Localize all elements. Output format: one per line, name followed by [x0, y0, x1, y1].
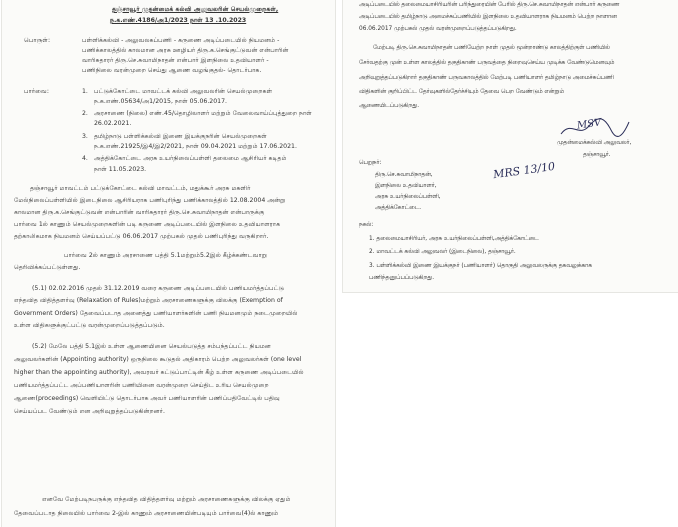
subject-line: பள்ளிக்கல்வி - அலுவலகப்பணி - கருணை அடிப்படையில் நியமனம் - [82, 37, 280, 44]
recipient-line: அத்திக்கோட்டை. [375, 205, 422, 211]
body-line: 06.06.2017 முற்பகல் முதல் வரன்முறைப்படுத்தப்படுகிறது. [359, 26, 517, 32]
reference-line: அத்திக்கோட்டை அரசு உயர்நிலைப்பள்ளி தலைமை ஆசிரியர் கடிதம் [94, 155, 287, 162]
signatory-place: தஞ்சாவூர். [583, 152, 611, 158]
recipient-label: பெறுநர்: [359, 160, 382, 166]
body-line: பார்வை 2ல் காணும் அரசாணை பத்தி 5.1மற்றும்5.2இல் கீழ்க்கண்டவாறு [64, 252, 267, 259]
body-line: பணியமர்த்தப்பட்ட அப்பணியாளரின் பணியினை வரன்முறை செய்திட உரிய செயல்முறை [14, 382, 269, 389]
recipient-line: திரு.செ.சுவாமிநாதன், [375, 172, 433, 178]
reference-line: ந.க.எண்.05634/அ1/2015, நாள் 05.06.2017. [94, 98, 228, 105]
header-line-2: ந.க.எண்.4186/அ1/2023 நாள் 13 .10.2023 [110, 17, 247, 24]
signature-stroke-icon [559, 116, 631, 140]
body-line: எந்தவித விதித்தளர்வு (Relaxation of Rules)மற்றும் அரசாணைகளுக்கு விலக்கு (Exemption of [14, 297, 283, 304]
body-line: காலமான திரு.க.செங்குட்டுவன் என்பாரின் வாரிசுதாரர் திரு.செ.சுவாமிநாதன் என்பாருக்கு [14, 209, 265, 216]
reference-number: 3. [82, 133, 88, 140]
copy-to-label: நகல்: [359, 222, 374, 228]
signatory-title: முதன்மைக்கல்வி அலுவலர், [557, 140, 632, 146]
body-line: சேர்வதற்கு முன் உள்ள காலத்தில் தகுதிகாண் பருவத்தை நிறைவுசெய்ய முடிக்க வேண்டுமெனவும் [359, 60, 615, 66]
initials-handwriting: MRS 13/10 [492, 159, 556, 182]
reference-line: தமிழ்நாடு பள்ளிக்கல்வி இணை இயக்குநரின் செயல்முறைகள் [94, 133, 267, 140]
reference-line: அரசாணை (நிலை) எண்.45/தொழிலாளர் மற்றும் வேலைவாய்ப்புத்துறை நாள் [94, 110, 312, 117]
subject-line: வாரிசுதாரர் திரு.செ.சுவாமிநாதன் என்பார் இளநிலை உதவியாளர் - [82, 57, 269, 64]
body-line: Government Orders) தேவைப்படாத அனைத்து பணியாளர்களின் பணி நியமனமும் நடைமுறையில் [14, 310, 298, 317]
reference-number: 1. [82, 88, 88, 95]
subject-line: பணிநிலை வரன்முறை செய்து ஆணை வழங்குதல்- தொடர்பாக. [82, 67, 262, 74]
body-line: அறிவுறுத்தப்படுகிறார் தகுதிகாண் பருவகாலத்தில் மேற்படி பணியாளர் தமிழ்நாடு அமைச்சுப்பணி [359, 75, 614, 81]
reference-line: நாள் 11.05.2023. [94, 166, 147, 173]
body-line: விதிகளின் குறிப்பிட்ட தேர்வுகளில்தேர்ச்சியும் தேவை பெற வேண்டும் என்றும் [359, 89, 565, 95]
copy-to-item: 3. பள்ளிக்கல்வி இணை இயக்குநர் (பணியாளர்) தொகுதி அலுவலருக்கு தகவலுக்காக [369, 263, 592, 269]
recipient-line: இளநிலை உதவியாளர், [375, 183, 437, 189]
body-line: எனவே மேற்படிநபருக்கு எந்தவித விதித்தளர்வு மற்றும் அரசாணைகளுக்கு விலக்கு ஏதும் [42, 496, 291, 503]
document-page-right [343, 0, 678, 292]
copy-to-item: 1. தலைமையாசிரியர், அரசு உயர்நிலைப்பள்ளி,அத்திக்கோட்டை [369, 236, 539, 242]
subject-label: பொருள்: [24, 37, 51, 44]
body-line: பார்வை 1ல் காணும் செயல்முறைகளின் படி கருணை அடிப்படையில் இளநிலை உதவியாளராக [14, 221, 281, 228]
reference-number: 4. [82, 155, 88, 162]
body-line: ஆணை(proceedings) வெளியிட்டு தொடர்பாக அவர் பணியாளரின் பணிப்பதிவேட்டில் பதிவு [14, 395, 280, 402]
reference-line: 26.02.2021. [94, 120, 132, 127]
copy-to-item: 2. மாவட்டக் கல்வி அலுவலர் (இடைநிலை), தஞ்சாவூர். [369, 249, 516, 255]
header-line-1: தஞ்சாவூர் முதன்மைக் கல்வி அலுவலரின் செயல்முறைகள், [112, 6, 279, 13]
body-line: அடிப்படையில் தலைமையாசிரியரின் பரிந்துரையின் பேரில் திரு.செ.சுவாமிநாதன் என்பார் கருணை [359, 2, 620, 8]
body-line: higher than the appointing authority), அவரவர் கட்டுப்பாட்டின் கீழ் உள்ள கருணை அடிப்படையில் [14, 369, 304, 376]
references-label: பார்வை: [24, 88, 49, 95]
signature-scribble: MSV [576, 117, 602, 132]
body-line: அடிப்படையில் தமிழ்நாடு அமைச்சுப்பணியில் இளநிலை உதவியாளராக நியமனம் பெற்ற நாளான [359, 14, 617, 20]
body-line: தெரிவிக்கப்பட்டுள்ளது. [14, 264, 81, 271]
document-page-left [2, 0, 335, 527]
body-line: ஆணையிடப்படுகிறது. [359, 103, 420, 109]
body-line: தற்காலிகமாக நியமனம் செய்யப்பட்டு 06.06.2017 முற்பகல் முதல் பணிபுரிந்து வருகிறார். [14, 233, 269, 240]
reference-line: ந.க.எண்.21925/இ4/இ2/2021, நாள் 09.04.2021 மற்றும் 17.06.2021. [94, 143, 297, 150]
body-line: (5.2) மேலே பத்தி 5.1இல் உள்ள ஆணையினை செயல்படுத்த சம்பந்தப்பட்ட நியமன [32, 343, 271, 350]
body-line: உள்ள விதிகளுக்குட்பட்டு வரன்முறைப்படுத்தப்படும். [14, 322, 165, 329]
body-line: தேவைப்படாத நிலையில் பார்வை 2-இல் காணும் அரசாணையின்படியும் பார்வை(4)ல் காணும் [14, 510, 279, 517]
body-line: செய்யப்பட வேண்டும் என அறிவுறுத்தப்படுகின்றனர். [14, 408, 165, 415]
body-line: மேல்நிலைப்பள்ளியில் இடைநிலை ஆசிரியராக பணிபுரிந்து பணிக்காலத்தில் 12.08.2004 அன்று [14, 197, 286, 204]
body-line: அலுவலர்களின் (Appointing authority) ஒருநிலை கூடுதல் அதிகாரம் பெற்ற அலுவலர்கள் (one level [14, 356, 302, 363]
reference-number: 2. [82, 110, 88, 117]
body-line: (5.1) 02.02.2016 முதல் 31.12.2019 வரை கருணை அடிப்படையில் பணியமர்த்தப்பட்டு [32, 285, 285, 292]
reference-line: பட்டுக்கோட்டை மாவட்டக் கல்வி அலுவலரின் செயல்முறைகள் [94, 88, 273, 95]
body-line: தஞ்சாவூர் மாவட்டம் பட்டுக்கோட்டை கல்வி மாவட்டம், மதுக்கூர் அரசு மகளிர் [30, 185, 251, 192]
subject-line: பணிக்காலத்தில் காலமான அரசு ஊழியர் திரு.க.செங்குட்டுவன் என்பாரின் [82, 47, 289, 54]
recipient-line: அரசு உயர்நிலைப்பள்ளி, [375, 194, 441, 200]
copy-to-item: பணிந்தனுப்பப்படுகிறது. [369, 275, 435, 281]
body-line: மேற்படி திரு.செ.சுவாமிநாதன் பணியேற்ற நாள் முதல் மூன்றாண்டு காலத்திற்குள் பணியில் [373, 45, 610, 51]
